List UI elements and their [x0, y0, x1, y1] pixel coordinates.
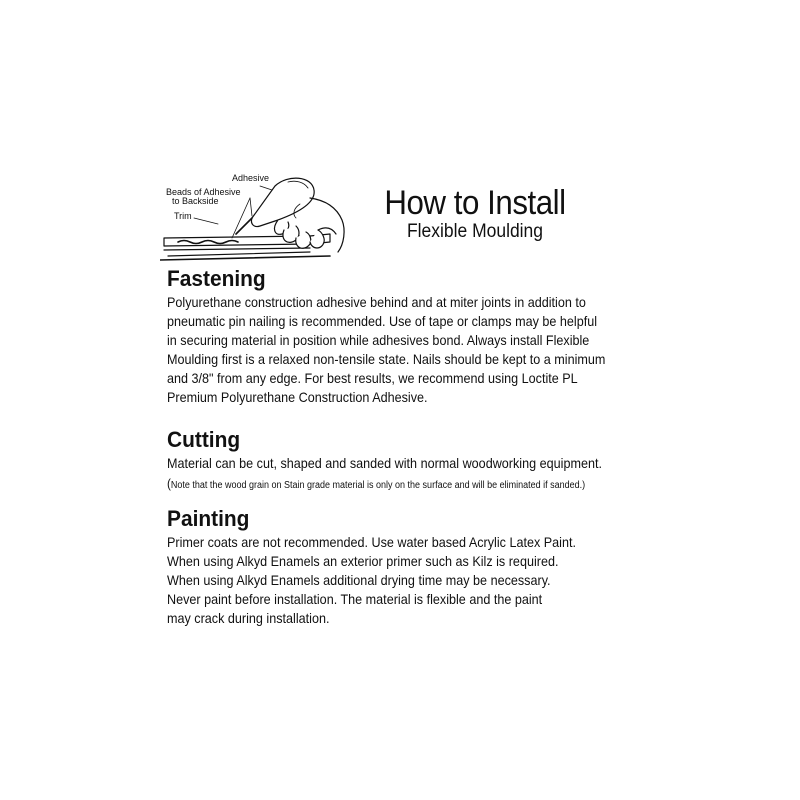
painting-text-line: may crack during installation. — [167, 610, 330, 626]
page-subtitle: Flexible Moulding — [406, 221, 544, 242]
fastening-text-line: in securing material in position while adhesives bond. Always install Flexible — [167, 332, 590, 348]
painting-text-line: When using Alkyd Enamels additional drying time may be necessary. — [167, 572, 551, 588]
cutting-note — [167, 473, 599, 497]
fastening-text-line: Polyurethane construction adhesive behind and at miter joints in addition to — [167, 294, 586, 310]
adhesive-label: Adhesive — [232, 173, 270, 183]
page-title: How to Install — [384, 184, 566, 222]
fastening-text-line: and 3/8" from any edge. For best results, we recommend using Loctite PL — [167, 370, 578, 386]
cutting-section — [167, 428, 647, 497]
fastening-text-line: pneumatic pin nailing is recommended. Use of tape or clamps may be helpful — [167, 313, 598, 329]
cutting-heading: Cutting — [167, 427, 241, 452]
fastening-heading: Fastening — [167, 266, 266, 291]
cutting-note-text: Note that the wood grain on Stain grade material is only on the surface and will be eliminated if sanded.) — [170, 480, 586, 491]
painting-heading: Painting — [167, 506, 250, 531]
cutting-note-open-paren: ( — [167, 476, 171, 491]
painting-text-line: Primer coats are not recommended. Use water based Acrylic Latex Paint. — [167, 534, 576, 550]
trim-label: Trim — [174, 211, 192, 221]
title-block — [360, 185, 590, 243]
painting-text-line: When using Alkyd Enamels an exterior primer such as Kilz is required. — [167, 553, 559, 569]
fastening-section — [167, 267, 647, 407]
fastening-text-line: Premium Polyurethane Construction Adhesive. — [167, 389, 428, 405]
fastening-text-line: Moulding first is a relaxed non-tensile state. Nails should be kept to a minimum — [167, 351, 606, 367]
painting-section — [167, 507, 647, 628]
cutting-text-line: Material can be cut, shaped and sanded with normal woodworking equipment. — [167, 455, 602, 471]
beads-of-adhesive-label: Beads of Adhesive to Backside — [166, 187, 241, 206]
painting-text-line: Never paint before installation. The material is flexible and the paint — [167, 591, 543, 607]
adhesive-illustration — [160, 168, 350, 268]
